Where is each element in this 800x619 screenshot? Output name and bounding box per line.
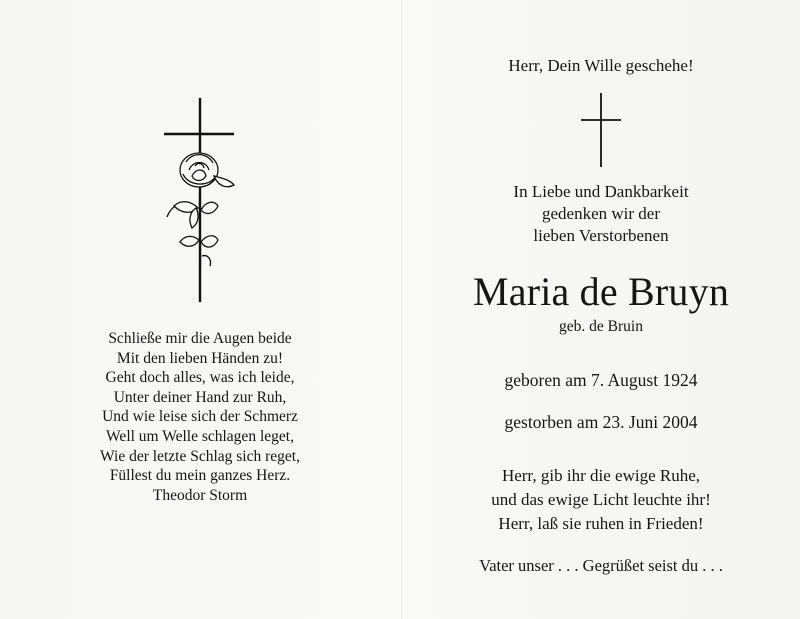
poem-line: Schließe mir die Augen beide (108, 330, 292, 347)
poem-line: Well um Welle schlagen leget, (106, 427, 294, 445)
prayer-line: Herr, gib ihr die ewige Ruhe, (501, 466, 701, 485)
closing-prayer: Vater unser . . . Gegrüßet seist du . . . (479, 556, 723, 575)
rose-cross-icon (162, 96, 238, 304)
right-panel (402, 0, 800, 619)
death-date: gestorben am 23. Juni 2004 (504, 412, 698, 432)
invocation-heading: Herr, Dein Wille geschehe! (508, 56, 694, 75)
poem-line: Geht doch alles, was ich leide, (105, 369, 295, 387)
poem-line: Und wie leise sich der Schmerz (102, 408, 298, 426)
prayer-line: und das ewige Licht leuchte ihr! (491, 490, 711, 509)
poem-line: Wie der letzte Schlag sich reget, (100, 447, 300, 465)
deceased-name: Maria de Bruyn (472, 269, 730, 314)
poem-line: Mit den lieben Händen zu! (116, 349, 284, 367)
prayer-text (402, 464, 800, 536)
dedication-line: gedenken wir der (541, 204, 660, 223)
poem-author: Theodor Storm (152, 486, 248, 504)
dedication-text (402, 181, 800, 247)
cross-icon (580, 92, 622, 168)
maiden-name: geb. de Bruin (559, 318, 643, 335)
poem-line: Unter deiner Hand zur Ruh, (113, 388, 287, 406)
dedication-line: In Liebe und Dankbarkeit (513, 182, 689, 201)
poem (40, 329, 360, 505)
birth-date: geboren am 7. August 1924 (504, 370, 698, 390)
poem-line: Füllest du mein ganzes Herz. (109, 467, 291, 485)
prayer-line: Herr, laß sie ruhen in Frieden! (498, 514, 704, 533)
dedication-line: lieben Verstorbenen (533, 226, 669, 245)
